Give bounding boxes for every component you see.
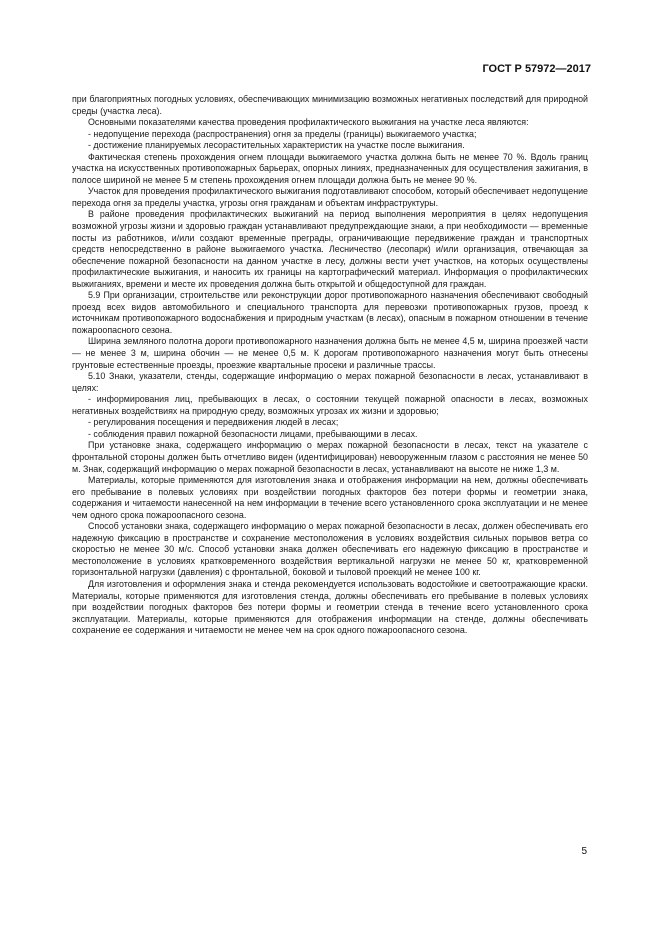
paragraph: При установке знака, содержащего информацию о мерах пожарной безопасности в лесах, текст на указателе с фронтальной стороны должен быть отчетливо виден (идентифицирован) невооруженным глазом с расстояния не менее 50 м. Знак, содержащий информацию о мерах пожарной безопасности в лесах, устанавливают на высоте не ниже 1,3 м. <box>72 440 588 474</box>
paragraph: Фактическая степень прохождения огнем площади выжигаемого участка должна быть не менее 70 %. Вдоль границ участка на искусственных противопожарных барьерах, опорных линиях, предназначенных для осуществления зажигания, в полосе шириной не менее 5 м степень прохождения огнем площади должна быть не менее 90 %. <box>72 151 588 185</box>
paragraph: 5.9 При организации, строительстве или реконструкции дорог противопожарного назначения обеспечивают свободный проезд всех видов автомобильного и специального транспорта для перевозки противопожарных грузов, проезд к источникам противопожарного водоснабжения и природным участкам (в лесах), опасным в пожарном отношении в течение пожароопасного сезона. <box>72 290 588 335</box>
list-item: - регулирования посещения и передвижения людей в лесах; <box>88 417 339 428</box>
paragraph: 5.10 Знаки, указатели, стенды, содержащие информацию о мерах пожарной безопасности в лесах, устанавливают в целях: <box>72 371 588 393</box>
list-item: - достижение планируемых лесорастительных характеристик на участке после выжигания. <box>88 140 465 151</box>
page-number: 5 <box>581 846 587 857</box>
list-item: - недопущение перехода (распространения) огня за пределы (границы) выжигаемого участка; <box>88 128 477 139</box>
paragraph: Участок для проведения профилактического выжигания подготавливают способом, который обеспечивает недопущение перехода огня за пределы участка, угрозы огня гражданам и объектам инфраструктуры. <box>72 186 588 208</box>
body-text <box>72 94 588 637</box>
paragraph: при благоприятных погодных условиях, обеспечивающих минимизацию возможных негативных последствий для природной среды (участка леса). <box>72 94 588 116</box>
paragraph: Материалы, которые применяются для изготовления знака и отображения информации на нем, должны обеспечивать его пребывание в полевых условиях при воздействии погодных факторов без потери формы и геометрии знака, содержания и читаемости нанесенной на нем информации в течение всего установленного срока эксплуатации и не менее чем одного срока пожароопасного сезона. <box>72 475 588 520</box>
standard-designation: ГОСТ Р 57972—2017 <box>482 63 591 75</box>
list-item: - информирования лиц, пребывающих в лесах, о состоянии текущей пожарной опасности в лесах, возможных негативных воздействиях на природную среду, возможных угрозах их жизни и здоровью; <box>72 394 588 416</box>
paragraph: Для изготовления и оформления знака и стенда рекомендуется использовать водостойкие и светоотражающие краски. Материалы, которые применяются для изготовления стенда, должны обеспечивать его пребывание в полевых условиях при воздействии погодных факторов без потери формы и геометрии стенда в течение всего установленного срока эксплуатации. Материалы, которые применяются для отображения информации на стенде, должны обеспечивать сохранение ее содержания и читаемости не менее чем на срок одного пожароопасного сезона. <box>72 578 588 636</box>
paragraph: Ширина земляного полотна дороги противопожарного назначения должна быть не менее 4,5 м, ширина проезжей части — не менее 3 м, ширина обочин — не менее 0,5 м. К дорогам противопожарного назначения могут быть отнесены грунтовые естественные проезды, проезжие квартальные просеки и различные трассы. <box>72 336 588 370</box>
list-item: - соблюдения правил пожарной безопасности лицами, пребывающими в лесах. <box>88 428 418 439</box>
paragraph: Основными показателями качества проведения профилактического выжигания на участке леса являются: <box>88 117 529 128</box>
paragraph: В районе проведения профилактических выжиганий на период выполнения мероприятия в целях недопущения возможной угрозы жизни и здоровью граждан устанавливают предупреждающие знаки, а при необходимости — временные посты из работников, и/или создают временные преграды, ограничивающие передвижение граждан и транспортных средств непосредственно в районе выжигаемого участка. Лесничество (лесопарк) и/или организация, отвечающая за обеспечение пожарной безопасности на данном участке в лесу, должны вести учет участков, на которых осуществлены профилактические выжигания, и наносить их границы на картографический материал. Информация о профилактических выжиганиях, времени и месте их проведения должна быть открытой и общедоступной для граждан. <box>72 209 588 289</box>
paragraph: Способ установки знака, содержащего информацию о мерах пожарной безопасности в лесах, должен обеспечивать его надежную фиксацию в пространстве и сохранение местоположения в условиях воздействия сильных порывов ветра со скоростью не менее 30 м/с. Способ установки знака должен обеспечивать его надежную фиксацию в пространстве и местоположение в условиях кратковременного воздействия вертикальной нагрузки не менее 50 кг, кратковременной горизонтальной нагрузки (давления) с фронтальной, боковой и тыловой проекций не менее 100 кг. <box>72 521 588 578</box>
